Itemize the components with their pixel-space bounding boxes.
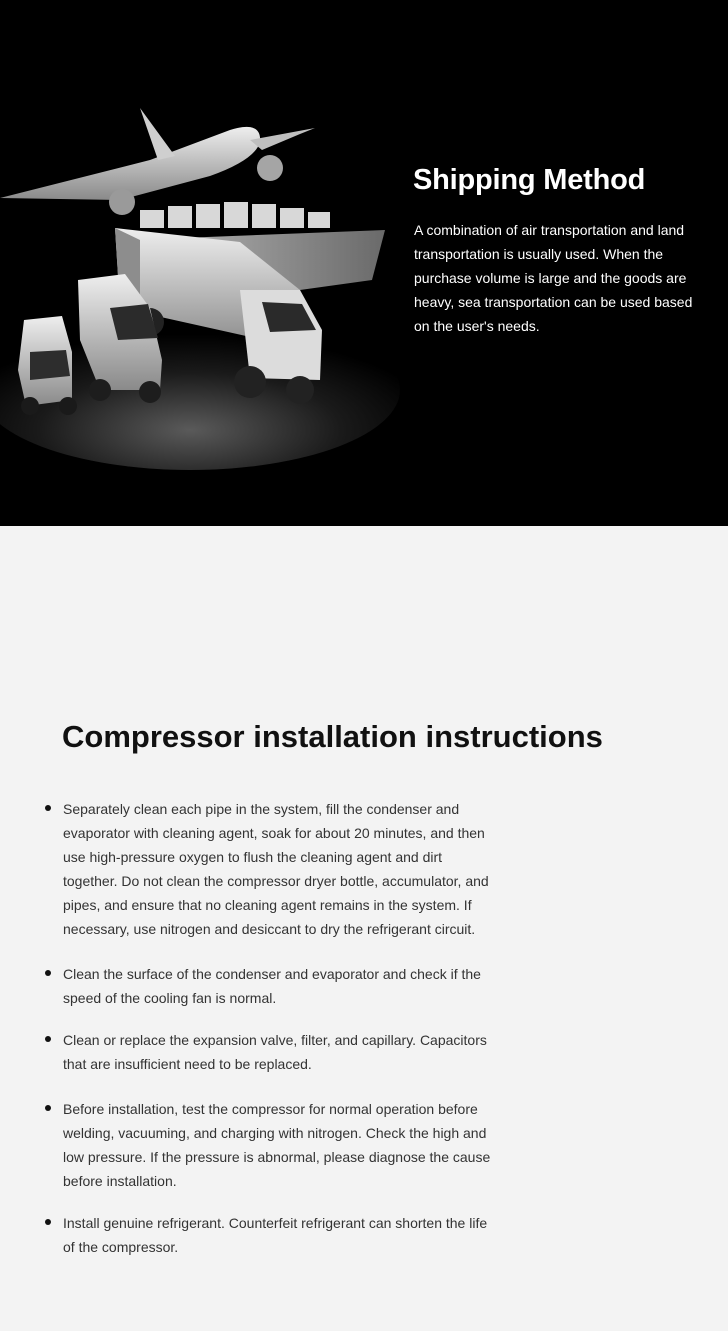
bullet-icon xyxy=(45,805,51,811)
list-item xyxy=(0,962,493,1010)
instruction-text: Clean the surface of the condenser and evaporator and check if the speed of the cooling fan is normal. xyxy=(63,966,481,1006)
vehicles-image xyxy=(0,90,400,470)
instruction-text: Before installation, test the compressor for normal operation before welding, vacuuming, and charging with nitrogen. Check the high and low pressure. If the pressure is abnormal, please diagnose the cause before installation. xyxy=(63,1101,491,1189)
bullet-icon xyxy=(45,1036,51,1042)
list-item xyxy=(0,1097,493,1193)
instruction-text: Install genuine refrigerant. Counterfeit refrigerant can shorten the life of the compressor. xyxy=(63,1215,488,1255)
shipping-description: A combination of air transportation and land transportation is usually used. When the purchase volume is large and the goods are heavy, sea transportation can be used based on the user's needs. xyxy=(414,222,693,334)
compressor-title: Compressor installation instructions xyxy=(62,719,603,754)
list-item xyxy=(0,1028,493,1076)
list-item xyxy=(0,797,493,941)
shipping-title: Shipping Method xyxy=(413,164,646,196)
shipping-section xyxy=(0,0,728,526)
instruction-text: Clean or replace the expansion valve, filter, and capillary. Capacitors that are insufficient need to be replaced. xyxy=(63,1032,487,1072)
instruction-text: Separately clean each pipe in the system, fill the condenser and evaporator with cleaning agent, soak for about 20 minutes, and then use high-pressure oxygen to flush the cleaning agent and dirt together. Do not clean the compressor dryer bottle, accumulator, and pipes, and ensure that no cleaning agent remains in the system. If necessary, use nitrogen and desiccant to dry the refrigerant circuit. xyxy=(63,801,489,937)
bullet-icon xyxy=(45,1105,51,1111)
list-item xyxy=(0,1211,493,1259)
bullet-icon xyxy=(45,970,51,976)
instructions-list xyxy=(0,797,728,1259)
bullet-icon xyxy=(45,1219,51,1225)
